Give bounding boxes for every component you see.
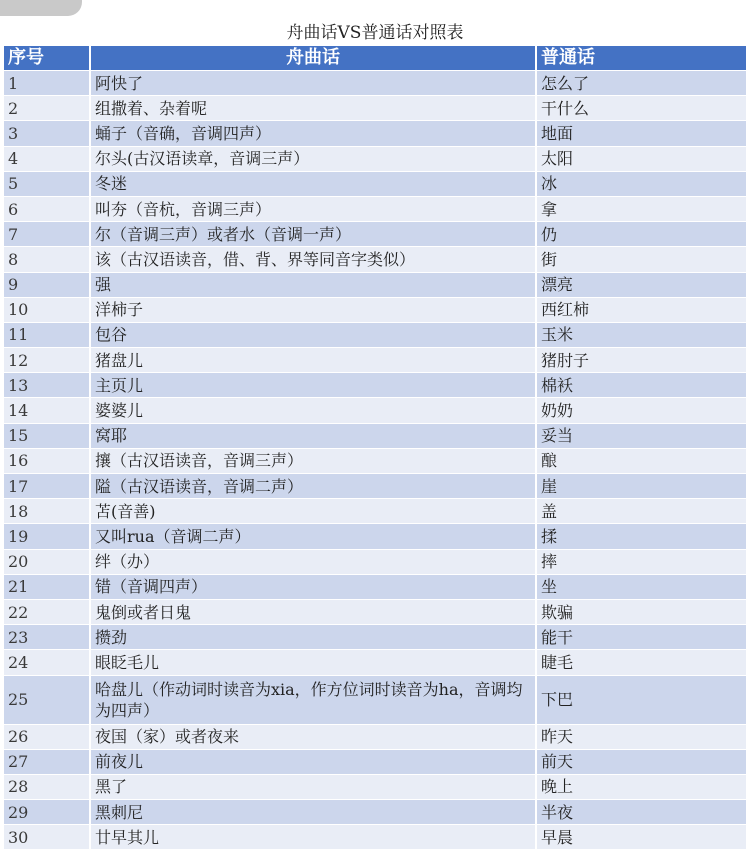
cell-no: 13 [4,373,90,398]
cell-zhouqu: 苫(音善) [90,499,536,524]
cell-zhouqu: 尔头(古汉语读章，音调三声） [90,146,536,171]
table-row [4,650,746,675]
cell-zhouqu: 前夜儿 [90,749,536,774]
cell-no: 29 [4,800,90,825]
cell-putonghua: 西红柿 [536,297,746,322]
table-row [4,774,746,799]
table-row [4,625,746,650]
cell-no: 7 [4,222,90,247]
table-body [4,71,746,849]
cell-zhouqu: 错（音调四声） [90,574,536,599]
table-row [4,398,746,423]
cell-putonghua: 怎么了 [536,71,746,96]
table-row [4,297,746,322]
page-title: 舟曲话VS普通话对照表 [0,22,750,44]
cell-no: 6 [4,196,90,221]
table-row [4,71,746,96]
cell-no: 26 [4,724,90,749]
cell-no: 17 [4,474,90,499]
cell-putonghua: 棉袄 [536,373,746,398]
cell-no: 25 [4,675,90,724]
cell-zhouqu: 窝耶 [90,423,536,448]
cell-putonghua: 酿 [536,448,746,473]
comparison-table [4,46,746,849]
cell-putonghua: 坐 [536,574,746,599]
cell-zhouqu: 洋柿子 [90,297,536,322]
cell-zhouqu: 该（古汉语读音，借、背、界等同音字类似） [90,247,536,272]
cell-zhouqu: 鬼倒或者日鬼 [90,599,536,624]
cell-no: 5 [4,171,90,196]
cell-putonghua: 玉米 [536,322,746,347]
table-row [4,272,746,297]
cell-zhouqu: 隘（古汉语读音，音调二声） [90,474,536,499]
cell-putonghua: 冰 [536,171,746,196]
cell-putonghua: 晚上 [536,774,746,799]
table-header [4,46,746,71]
cell-putonghua: 摔 [536,549,746,574]
cell-no: 8 [4,247,90,272]
table-row [4,247,746,272]
table-row [4,373,746,398]
cell-putonghua: 半夜 [536,800,746,825]
cell-putonghua: 干什么 [536,96,746,121]
cell-no: 27 [4,749,90,774]
cell-zhouqu: 黑刺尼 [90,800,536,825]
cell-putonghua: 前天 [536,749,746,774]
table-row [4,423,746,448]
header-no: 序号 [4,46,90,71]
cell-putonghua: 地面 [536,121,746,146]
table-row [4,171,746,196]
corner-tab [0,0,82,16]
table-row [4,499,746,524]
cell-no: 12 [4,348,90,373]
table-row [4,348,746,373]
cell-no: 24 [4,650,90,675]
table-row [4,724,746,749]
cell-putonghua: 睫毛 [536,650,746,675]
cell-zhouqu: 尔（音调三声）或者水（音调一声） [90,222,536,247]
table-row [4,574,746,599]
cell-no: 3 [4,121,90,146]
cell-putonghua: 揉 [536,524,746,549]
header-zhouqu: 舟曲话 [90,46,536,71]
cell-putonghua: 漂亮 [536,272,746,297]
cell-zhouqu: 主页儿 [90,373,536,398]
cell-zhouqu: 猪盘儿 [90,348,536,373]
cell-zhouqu: 包谷 [90,322,536,347]
cell-putonghua: 下巴 [536,675,746,724]
cell-no: 21 [4,574,90,599]
cell-no: 16 [4,448,90,473]
table-row [4,599,746,624]
cell-zhouqu: 又叫rua（音调二声） [90,524,536,549]
cell-no: 28 [4,774,90,799]
cell-no: 20 [4,549,90,574]
table-row [4,96,746,121]
cell-putonghua: 妥当 [536,423,746,448]
cell-zhouqu: 婆婆儿 [90,398,536,423]
cell-zhouqu: 黑了 [90,774,536,799]
cell-putonghua: 崖 [536,474,746,499]
cell-zhouqu: 哈盘儿（作动词时读音为xia，作方位词时读音为ha，音调均为四声） [90,675,536,724]
cell-no: 18 [4,499,90,524]
cell-no: 19 [4,524,90,549]
cell-putonghua: 仍 [536,222,746,247]
cell-no: 4 [4,146,90,171]
table-row [4,549,746,574]
cell-putonghua: 早晨 [536,825,746,849]
cell-putonghua: 盖 [536,499,746,524]
cell-zhouqu: 组撒着、杂着呢 [90,96,536,121]
cell-putonghua: 欺骗 [536,599,746,624]
cell-no: 9 [4,272,90,297]
cell-putonghua: 奶奶 [536,398,746,423]
table-row [4,675,746,724]
table-row [4,196,746,221]
cell-zhouqu: 蛹子（音确，音调四声） [90,121,536,146]
cell-zhouqu: 攘（古汉语读音，音调三声） [90,448,536,473]
cell-putonghua: 昨天 [536,724,746,749]
cell-putonghua: 街 [536,247,746,272]
table-row [4,800,746,825]
cell-zhouqu: 夜国（家）或者夜来 [90,724,536,749]
cell-no: 30 [4,825,90,849]
cell-no: 10 [4,297,90,322]
table-row [4,448,746,473]
cell-zhouqu: 阿快了 [90,71,536,96]
cell-zhouqu: 绊（办） [90,549,536,574]
cell-no: 11 [4,322,90,347]
cell-no: 2 [4,96,90,121]
cell-zhouqu: 叫夯（音杭，音调三声） [90,196,536,221]
cell-putonghua: 能干 [536,625,746,650]
cell-no: 1 [4,71,90,96]
cell-putonghua: 猪肘子 [536,348,746,373]
cell-no: 15 [4,423,90,448]
cell-no: 22 [4,599,90,624]
cell-zhouqu: 眼眨毛儿 [90,650,536,675]
cell-zhouqu: 攒劲 [90,625,536,650]
cell-no: 23 [4,625,90,650]
header-putonghua: 普通话 [536,46,746,71]
cell-putonghua: 拿 [536,196,746,221]
cell-putonghua: 太阳 [536,146,746,171]
table-row [4,749,746,774]
table-row [4,825,746,849]
table-row [4,322,746,347]
table-row [4,146,746,171]
table-row [4,222,746,247]
cell-zhouqu: 冬迷 [90,171,536,196]
cell-no: 14 [4,398,90,423]
table-row [4,121,746,146]
cell-zhouqu: 强 [90,272,536,297]
table-row [4,474,746,499]
table-row [4,524,746,549]
cell-zhouqu: 廿早其儿 [90,825,536,849]
